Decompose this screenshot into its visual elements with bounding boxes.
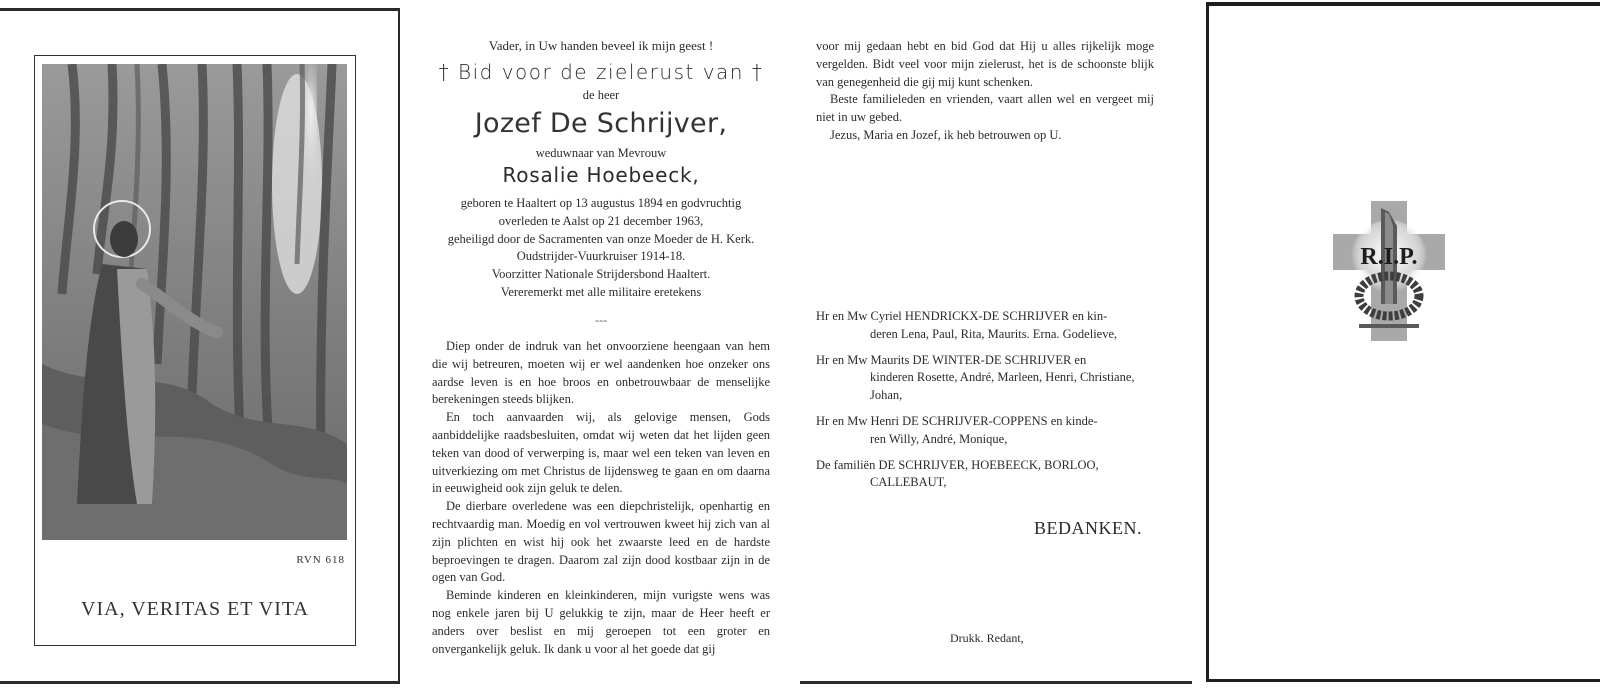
rip-text: R.I.P. (1360, 244, 1418, 270)
bio-line: Voorzitter Nationale Strijdersbond Haaltert. (491, 267, 711, 282)
front-panel (0, 8, 400, 684)
paragraph: Jezus, Maria en Jozef, ik heb betrouwen op U. (830, 127, 1062, 142)
paragraph: Beminde kinderen en kleinkinderen, mijn vurigste wens was nog enkele jaren bij U gelukkig te zijn, maar de Heer heeft er anders over beslist en mij geroepen tot een groter en onvergankelijk geluk. Ik dank u voor al het goede dat gij (432, 588, 770, 656)
paragraph: En toch aanvaarden wij, als gelovige mensen, Gods aanbiddelijke raadsbesluiten, omdat wij weten dat het lijden geen teken van dood of verwerping is, maar wel een teken van leven en uitverkiezing om met Christus de lijdensweg te gaan en om daarna in eeuwigheid ook zijn geluk te delen. (432, 410, 770, 496)
body-text (432, 338, 770, 658)
paragraph: voor mij gedaan hebt en bid God dat Hij u alles rijkelijk moge vergelden. Bidt veel voor mijn zielerust, het is de schoonste blijk van genegenheid die gij mij kunt schenken. (816, 39, 1154, 89)
paragraph: Diep onder de indruk van het onvoorziene heengaan van hem die wij betreuren, moeten wij er wel aandenken hoe onzeker ons aardse leven is en hoe broos en onbetrouwbaar de menselijke berekeningen steeds blijken. (432, 339, 770, 407)
family-line: Hr en Mw Henri DE SCHRIJVER-COPPENS en kinde- (816, 413, 1098, 428)
honorific: de heer (582, 88, 620, 102)
bio-line: geheiligd door de Sacramenten van onze Moeder de H. Kerk. (447, 231, 755, 246)
biography (432, 195, 770, 302)
family-entry (816, 352, 1160, 405)
family-children: CALLEBAUT, (870, 475, 947, 490)
family-children: ren Willy, André, Monique, (870, 431, 1008, 446)
thanks-signature: BEDANKEN. (1034, 518, 1142, 538)
paragraph: Beste familieleden en vrienden, vaart allen wel en vergeet mij niet in uw gebed. (816, 92, 1154, 125)
spouse-name: Rosalie Hoebeeck, (502, 163, 700, 187)
family-list (816, 308, 1160, 500)
bio-line: overleden te Aalst op 21 december 1963, (498, 213, 704, 228)
front-motto: VIA, VERITAS ET VITA (81, 598, 309, 620)
rip-cross-emblem-icon (1329, 196, 1449, 346)
family-entry (816, 413, 1160, 449)
widower-line: weduwnaar van Mevrouw (535, 146, 667, 160)
family-entry (816, 457, 1160, 493)
closing-text (816, 38, 1154, 145)
inside-left-panel (402, 8, 800, 684)
family-line: Hr en Mw Cyriel HENDRICKX-DE SCHRIJVER en kin- (816, 309, 1108, 323)
family-entry (816, 308, 1160, 344)
publisher-mark: RVN 618 (296, 554, 345, 566)
deceased-name: Jozef De Schrijver, (474, 108, 728, 139)
family-children: deren Lena, Paul, Rita, Maurits. Erna. Godelieve, (870, 326, 1118, 341)
bio-line: Vereremerkt met alle militaire eretekens (500, 284, 702, 299)
devotional-picture (42, 64, 347, 540)
family-line: Hr en Mw Maurits DE WINTER-DE SCHRIJVER en (816, 352, 1087, 367)
opening-quote: Vader, in Uw handen beveel ik mijn geest ! (488, 38, 714, 53)
family-children: kinderen Rosette, André, Marleen, Henri, Christiane, Johan, (870, 370, 1135, 403)
christ-in-forest-illustration (42, 64, 347, 540)
picture-frame (34, 55, 356, 646)
paragraph: De dierbare overledene was een diepchristelijk, openhartig en rechtvaardig man. Moedig en vol vertrouwen kweet hij zich van al zijn plichten en wist hij ook het zwaarste leed en de hardste beproevingen te dragen. Daarom zal zijn dood kostbaar zijn in de ogen van God. (432, 499, 770, 585)
family-line: De familiën DE SCHRIJVER, HOEBEECK, BORLOO, (816, 457, 1099, 472)
separator: --- (595, 313, 607, 327)
printer-credit: Drukk. Redant, (950, 631, 1024, 645)
bio-line: geboren te Haaltert op 13 augustus 1894 en godvruchtig (460, 196, 742, 210)
inside-right-panel (800, 8, 1192, 684)
bio-line: Oudstrijder-Vuurkruiser 1914-18. (516, 249, 686, 264)
prayer-request-heading: † Bid voor de zielerust van † (438, 60, 764, 84)
back-panel (1206, 2, 1600, 682)
